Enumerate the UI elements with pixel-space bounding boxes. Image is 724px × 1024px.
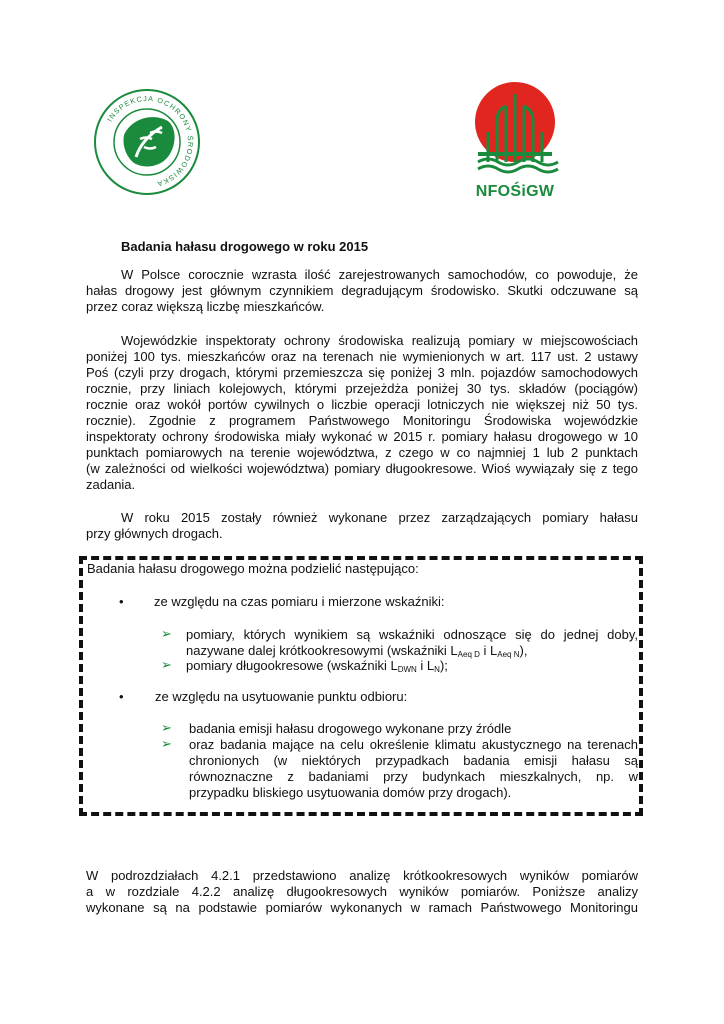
document-title: Badania hałasu drogowego w roku 2015 <box>121 239 369 254</box>
nfosigw-logo <box>468 80 562 206</box>
para4-line3: wykonane są na podstawie pomiarów wykonanych w ramach Państwowego Monitoringu <box>86 900 638 915</box>
sub4-line1: oraz badania mające na celu określenie klimatu akustycznego na terenach <box>189 737 638 752</box>
para2-line7: inspektoraty ochrony środowiska miały wykonać w 2015 r. pomiary hałasu drogowego w 10 <box>86 429 638 444</box>
para4-line2: a w rozdziale 4.2.2 analizę długookresowych wyników pomiarów. Poniższe analizy <box>86 884 638 899</box>
para2-line1: Wojewódzkie inspektoraty ochrony środowiska realizują pomiary w miejscowościach <box>121 333 638 348</box>
arrow-bullet-icon: ➢ <box>161 720 172 735</box>
sub4-line3: równoznaczne z badaniami przy budynkach mieszkalnych, np. w <box>189 769 638 784</box>
arrow-bullet-icon: ➢ <box>161 626 172 641</box>
sub1-line2: nazywane dalej krótkookresowymi (wskaźniki $L_{Aeq D}$ i $L_{Aeq N}$), <box>186 643 528 659</box>
ios-logo-icon <box>92 87 202 197</box>
para1-line2: hałas drogowy jest głównym czynnikiem degradującym środowisko. Skutki odczuwane są <box>86 283 638 298</box>
arrow-bullet-icon: ➢ <box>161 736 172 751</box>
para2-line3: Poś (czyli przy drogach, którymi przemieszcza się poniżej 3 mln. pojazdów samochodowych <box>86 365 638 380</box>
para2-line6: rocznie). Zgodnie z programem Państwowego Monitoringu Środowiska wojewódzkie <box>86 413 638 428</box>
para3-line2: przy głównych drogach. <box>86 526 223 541</box>
para2-line10: zadania. <box>86 477 136 492</box>
bullet2-text: ze względu na usytuowanie punktu odbioru: <box>155 689 408 704</box>
para2-line4: rocznie, przy liniach kolejowych, którymi przejeżdża poniżej 30 tys. składów (pociągów) <box>86 381 638 396</box>
para2-line9: (w zależności od wielkości województwa) pomiary długookresowe. Wioś wywiązały się z tego <box>86 461 638 476</box>
sub4-line4: przypadku bliskiego usytuowania domów przy drogach). <box>189 785 512 800</box>
bullet-dot-icon: • <box>119 594 124 609</box>
bullet1-text: ze względu na czas pomiaru i mierzone wskaźniki: <box>154 594 445 609</box>
nfosigw-emblem-icon <box>468 80 562 180</box>
sub2-line: pomiary długookresowe (wskaźniki $L_{DWN}$ i $L_N$); <box>186 658 448 674</box>
para1-line1: W Polsce corocznie wzrasta ilość zarejestrowanych samochodów, co powoduje, że <box>121 267 638 282</box>
sub3-line: badania emisji hałasu drogowego wykonane przy źródle <box>189 721 512 736</box>
para3-line1: W roku 2015 zostały również wykonane przez zarządzających pomiary hałasu <box>121 510 638 525</box>
para2-line2: poniżej 100 tys. mieszkańców oraz na terenach nie wymienionych w art. 117 ust. 2 ustawy <box>86 349 638 364</box>
nfosigw-logo-text: NFOŚiGW <box>475 183 555 200</box>
sub1-line1: pomiary, których wynikiem są wskaźniki odnoszące się do jednej doby, <box>186 627 638 642</box>
svg-text:INSPEKCJA OCHRONY ŚRODOWISKA: INSPEKCJA OCHRONY ŚRODOWISKA <box>105 93 196 189</box>
para1-line3: przez coraz większą liczbę mieszkańców. <box>86 299 325 314</box>
bullet-dot-icon: • <box>119 689 124 704</box>
sub4-line2: chronionych (w niektórych przypadkach badania emisji hałasu są <box>189 753 638 768</box>
para2-line5: rocznie oraz wokół portów cywilnych o liczbie operacji lotniczych nie większej niż 50 tys. <box>86 397 638 412</box>
para2-line8: punktach pomiarowych na terenie województwa, z czego w co najmniej 1 lub 2 punktach <box>86 445 638 460</box>
para4-line1: W podrozdziałach 4.2.1 przedstawiono analizę krótkookresowych wyników pomiarów <box>86 868 638 883</box>
arrow-bullet-icon: ➢ <box>161 657 172 672</box>
ios-logo <box>92 87 202 197</box>
box-intro: Badania hałasu drogowego można podzielić następująco: <box>87 561 419 576</box>
